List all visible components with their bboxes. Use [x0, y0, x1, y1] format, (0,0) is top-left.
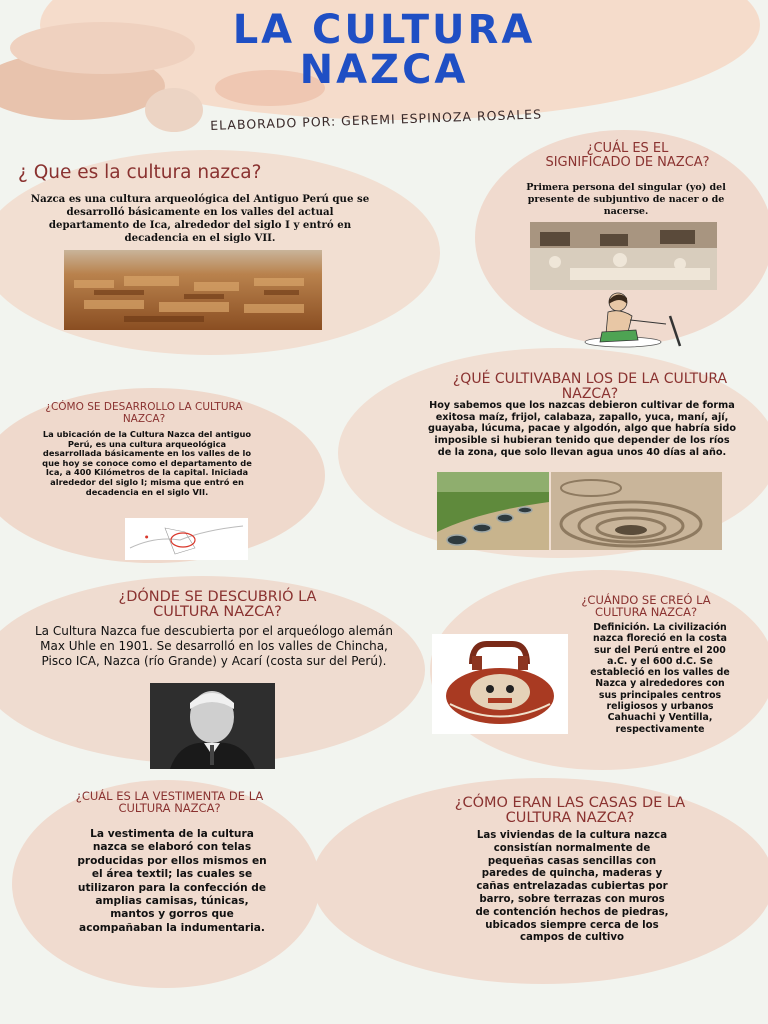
- cultivaban-text: Hoy sabemos que los nazcas debieron cultivar de forma exitosa maíz, frijol, calabaza, zapallo, yuca, maní, ají, guayaba, lúcuma, pacae y algodón, algo que habría sido imposible si hubieran tenido que depender de los ríos de la zona, que solo llevan agua unos 40 días al año.: [428, 400, 737, 458]
- descubrio-heading: ¿DÓNDE SE DESCUBRIÓ LA CULTURA NAZCA?: [118, 589, 317, 620]
- header-blob-small: [145, 88, 203, 132]
- author-credit: ELABORADO POR: GEREMI ESPINOZA ROSALES: [210, 106, 543, 133]
- creo-text: Definición. La civilización nazca floreció en la costa sur del Perú entre el 200 a.C. y el 600 d.C. Se estableció en los valles de Nazca y alrededores con sus principales centros religiosos y urbanos Cahuachi y Ventilla, respectivamente: [590, 622, 730, 735]
- que-es-text: Nazca es una cultura arqueológica del Antiguo Perú que se desarrolló básicamente en los valles del actual departamento de Ica, alrededor del siglo I y entró en decadencia en el siglo VII.: [30, 193, 370, 244]
- svg-text:●: ●: [145, 534, 149, 539]
- farmer-illustration: [578, 290, 688, 350]
- desarrollo-text: La ubicación de la Cultura Nazca del antiguo Perú, es una cultura arqueológica desarrollada básicamente en los valles de lo que hoy se conoce como el departamento de Ica, a 400 Kilómetros de la capital. Iniciada alrededor del siglo I; misma que entró en decadencia en el siglo VII.: [42, 429, 252, 497]
- descubrio-text: La Cultura Nazca fue descubierta por el arqueólogo alemán Max Uhle en 1901. Se desarrolló en los valles de Chincha, Pisco ICA, Nazca (río Grande) y Acarí (costa sur del Perú).: [34, 624, 394, 668]
- creo-heading: ¿CUÁNDO SE CREÓ LA CULTURA NAZCA?: [581, 593, 711, 619]
- location-map: [125, 518, 248, 560]
- excavated-tombs-photo: [530, 222, 717, 290]
- aerial-ruins-photo: [64, 250, 322, 330]
- significado-text: Primera persona del singular (yo) del presente de subjuntivo de nacer o de nacerse.: [526, 182, 726, 217]
- significado-heading: ¿CUÁL ES EL SIGNIFICADO DE NAZCA?: [545, 141, 710, 170]
- cultivaban-heading: ¿QUÉ CULTIVABAN LOS DE LA CULTURA NAZCA?: [452, 371, 728, 402]
- cultivated-fields-photo: [437, 472, 549, 550]
- page-title: [0, 7, 768, 93]
- desarrollo-heading: ¿CÓMO SE DESARROLLO LA CULTURA NAZCA?: [45, 401, 243, 425]
- casas-text: Las viviendas de la cultura nazca consistían normalmente de pequeñas casas sencillas con paredes de quincha, maderas y cañas entrelazadas cubiertas por barro, sobre terrazas con muros de contención hechos de piedras, ubicados siempre cerca de los campos de cultivo: [475, 830, 669, 944]
- casas-heading: ¿CÓMO ERAN LAS CASAS DE LA CULTURA NAZCA?: [454, 795, 686, 826]
- vestimenta-heading: ¿CUÁL ES LA VESTIMENTA DE LA CULTURA NAZCA?: [75, 789, 264, 815]
- title-line-1: LA CULTURA: [232, 7, 536, 53]
- title-line-2: NAZCA: [299, 47, 469, 93]
- ceramic-vessel-photo: [432, 634, 568, 734]
- max-uhle-portrait: [150, 683, 275, 769]
- que-es-heading: ¿ Que es la cultura nazca?: [18, 162, 262, 183]
- vestimenta-text: La vestimenta de la cultura nazca se elaboró con telas producidas por ellos mismos en el área textil; las cuales se utilizaron para la confección de amplias camisas, túnicas, mantos y gorros que acompañaban la indumentaria.: [77, 828, 267, 934]
- spiral-wells-photo: [551, 472, 722, 550]
